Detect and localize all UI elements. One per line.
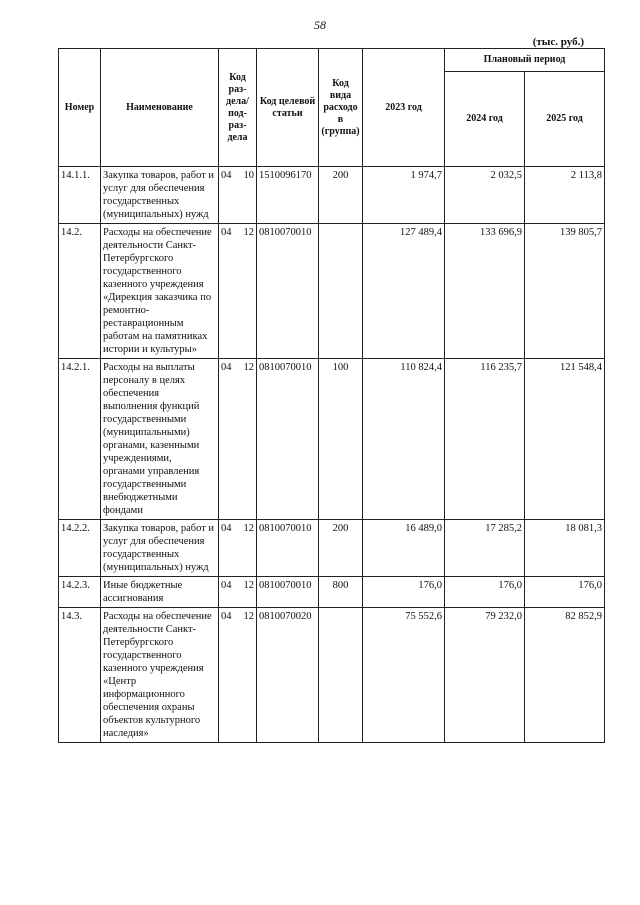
row-subsection: 12 bbox=[243, 611, 254, 622]
header-number: Номер bbox=[59, 49, 101, 167]
table-row bbox=[59, 520, 605, 577]
row-value-2023: 110 824,4 bbox=[363, 359, 445, 520]
row-value-2025: 2 113,8 bbox=[525, 167, 605, 224]
row-subsection: 12 bbox=[243, 580, 254, 591]
row-subsection: 12 bbox=[243, 362, 254, 373]
row-section-code bbox=[219, 224, 257, 359]
table-row bbox=[59, 167, 605, 224]
row-value-2024: 17 285,2 bbox=[445, 520, 525, 577]
row-value-2023: 176,0 bbox=[363, 577, 445, 608]
row-value-2024: 79 232,0 bbox=[445, 608, 525, 743]
row-value-2025: 18 081,3 bbox=[525, 520, 605, 577]
row-value-2025: 176,0 bbox=[525, 577, 605, 608]
row-value-2024: 2 032,5 bbox=[445, 167, 525, 224]
table-row bbox=[59, 608, 605, 743]
header-expense-type: Код вида расходов (группа) bbox=[319, 49, 363, 167]
row-expense-type: 200 bbox=[319, 167, 363, 224]
header-row bbox=[59, 49, 605, 72]
row-target-code: 0810070010 bbox=[257, 577, 319, 608]
row-value-2023: 16 489,0 bbox=[363, 520, 445, 577]
row-value-2025: 139 805,7 bbox=[525, 224, 605, 359]
row-expense-type bbox=[319, 224, 363, 359]
header-year-2023: 2023 год bbox=[363, 49, 445, 167]
row-target-code: 1510096170 bbox=[257, 167, 319, 224]
row-value-2023: 1 974,7 bbox=[363, 167, 445, 224]
table-row bbox=[59, 359, 605, 520]
row-section: 04 bbox=[221, 227, 232, 238]
row-value-2024: 116 235,7 bbox=[445, 359, 525, 520]
row-name: Закупка товаров, работ и услуг для обеспечения государственных (муниципальных) нужд bbox=[101, 167, 219, 224]
row-value-2025: 121 548,4 bbox=[525, 359, 605, 520]
row-value-2024: 176,0 bbox=[445, 577, 525, 608]
units-label: (тыс. руб.) bbox=[532, 36, 584, 48]
row-section-code bbox=[219, 608, 257, 743]
budget-table bbox=[58, 48, 605, 743]
table-row bbox=[59, 577, 605, 608]
row-name: Закупка товаров, работ и услуг для обеспечения государственных (муниципальных) нужд bbox=[101, 520, 219, 577]
row-subsection: 12 bbox=[243, 523, 254, 534]
row-number: 14.2.2. bbox=[59, 520, 101, 577]
row-section: 04 bbox=[221, 170, 232, 181]
header-year-2025: 2025 год bbox=[525, 72, 605, 167]
row-expense-type: 100 bbox=[319, 359, 363, 520]
row-number: 14.2. bbox=[59, 224, 101, 359]
row-section: 04 bbox=[221, 580, 232, 591]
row-target-code: 0810070010 bbox=[257, 520, 319, 577]
row-section-code bbox=[219, 520, 257, 577]
row-expense-type bbox=[319, 608, 363, 743]
row-subsection: 12 bbox=[243, 227, 254, 238]
row-target-code: 0810070010 bbox=[257, 359, 319, 520]
row-name: Расходы на обеспечение деятельности Санкт-Петербургского государственного казенного учреждения «Центр информационного обеспечения охраны объектов культурного наследия» bbox=[101, 608, 219, 743]
header-target-code: Код целевой статьи bbox=[257, 49, 319, 167]
header-name: Наименование bbox=[101, 49, 219, 167]
row-number: 14.1.1. bbox=[59, 167, 101, 224]
page-number: 58 bbox=[314, 18, 326, 32]
header-year-2024: 2024 год bbox=[445, 72, 525, 167]
row-name: Расходы на выплаты персоналу в целях обеспечения выполнения функций государственными (муниципальными) органами, казенными учреждениями, органами управления государственными внебюджетными фондами bbox=[101, 359, 219, 520]
row-number: 14.2.3. bbox=[59, 577, 101, 608]
row-expense-type: 200 bbox=[319, 520, 363, 577]
row-number: 14.3. bbox=[59, 608, 101, 743]
row-section: 04 bbox=[221, 611, 232, 622]
row-target-code: 0810070020 bbox=[257, 608, 319, 743]
row-section-code bbox=[219, 577, 257, 608]
row-name: Иные бюджетные ассигнования bbox=[101, 577, 219, 608]
row-value-2025: 82 852,9 bbox=[525, 608, 605, 743]
row-target-code: 0810070010 bbox=[257, 224, 319, 359]
row-section-code bbox=[219, 359, 257, 520]
header-section-code: Код раз- дела/ под- раз- дела bbox=[219, 49, 257, 167]
row-number: 14.2.1. bbox=[59, 359, 101, 520]
header-planning-period: Плановый период bbox=[445, 49, 605, 72]
row-subsection: 10 bbox=[243, 170, 254, 181]
row-expense-type: 800 bbox=[319, 577, 363, 608]
row-section: 04 bbox=[221, 362, 232, 373]
row-value-2024: 133 696,9 bbox=[445, 224, 525, 359]
row-value-2023: 75 552,6 bbox=[363, 608, 445, 743]
table-row bbox=[59, 224, 605, 359]
row-value-2023: 127 489,4 bbox=[363, 224, 445, 359]
row-section: 04 bbox=[221, 523, 232, 534]
row-section-code bbox=[219, 167, 257, 224]
row-name: Расходы на обеспечение деятельности Санкт-Петербургского государственного казенного учреждения «Дирекция заказчика по ремонтно-реставрационным работам на памятниках истории и культуры» bbox=[101, 224, 219, 359]
